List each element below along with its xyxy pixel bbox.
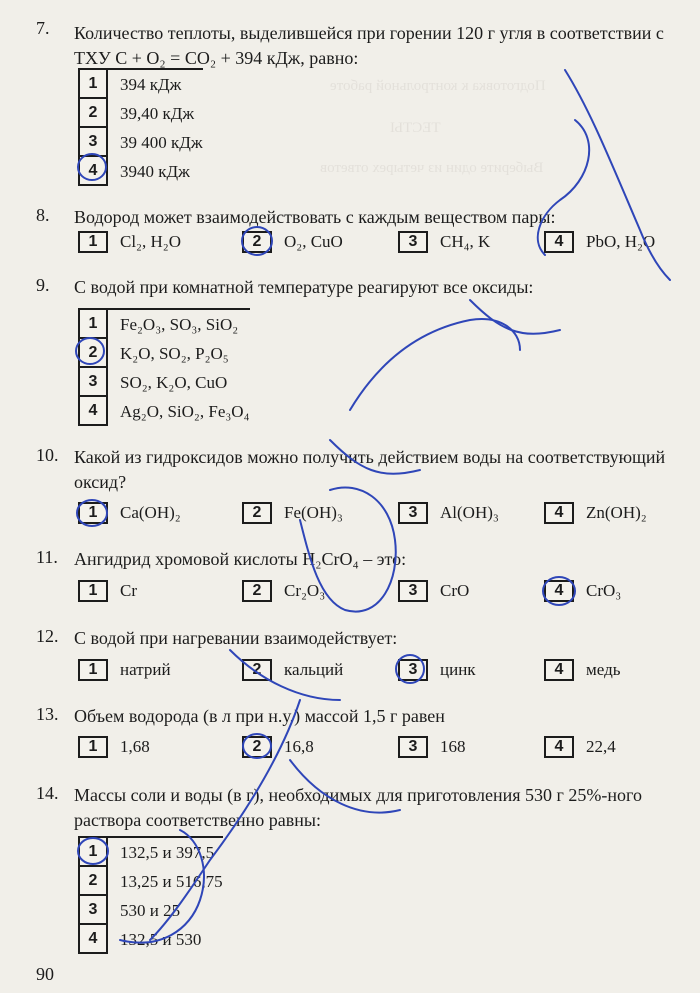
option-number-box: 1 <box>78 659 108 681</box>
option-text: Zn(OH)₂ <box>586 503 647 522</box>
option-4[interactable] <box>78 925 223 954</box>
option-2[interactable] <box>78 867 223 896</box>
question-text: С водой при нагревании взаимодействует: <box>74 628 398 648</box>
option-number-box: 2 <box>78 99 108 128</box>
option-2[interactable] <box>78 99 203 128</box>
option-number-box: 2 <box>242 580 272 602</box>
option-number-box: 2 <box>78 339 108 368</box>
option-1[interactable] <box>78 736 150 758</box>
option-number-box: 4 <box>78 397 108 426</box>
option-text: цинк <box>440 660 476 679</box>
option-number-box: 3 <box>398 659 428 681</box>
question-number: 14. <box>36 783 59 803</box>
option-text: CH₄, K <box>440 232 491 251</box>
scribble-stroke <box>350 319 520 410</box>
option-text: 39 400 кДж <box>120 132 203 152</box>
option-1[interactable] <box>78 310 250 339</box>
question-number: 10. <box>36 445 59 465</box>
option-3[interactable] <box>398 659 476 681</box>
option-number-box: 1 <box>78 231 108 253</box>
options-list <box>78 836 223 954</box>
question-text: Объем водорода (в л при н.у.) массой 1,5 г равен <box>74 706 445 726</box>
option-2[interactable] <box>242 659 343 681</box>
option-4[interactable] <box>544 231 655 253</box>
option-text: Ag₂O, SiO₂, Fe₃O₄ <box>120 401 250 421</box>
option-3[interactable] <box>398 231 490 253</box>
question-number: 12. <box>36 626 59 646</box>
option-number-box: 4 <box>544 502 574 524</box>
question-text: С водой при комнатной температуре реагируют все оксиды: <box>74 277 534 297</box>
option-4[interactable] <box>544 659 620 681</box>
option-text: CrO <box>440 581 470 600</box>
option-number-box: 1 <box>78 310 108 339</box>
option-number-box: 3 <box>78 368 108 397</box>
option-4[interactable] <box>544 502 647 524</box>
option-number-box: 4 <box>544 580 574 602</box>
option-number-box: 4 <box>544 231 574 253</box>
options-list <box>78 308 250 426</box>
option-text: 13,25 и 516,75 <box>120 871 223 891</box>
option-number-box: 1 <box>78 502 108 524</box>
bleed-line: Выберите один из четырех ответов <box>320 160 544 176</box>
option-text: Ca(OH)₂ <box>120 503 181 522</box>
option-3[interactable] <box>78 128 203 157</box>
option-1[interactable] <box>78 838 223 867</box>
option-number-box: 3 <box>398 502 428 524</box>
option-text: 22,4 <box>586 737 616 756</box>
option-4[interactable] <box>78 397 250 426</box>
option-text: кальций <box>284 660 344 679</box>
option-number-box: 1 <box>78 580 108 602</box>
option-number-box: 2 <box>242 736 272 758</box>
option-number-box: 1 <box>78 838 108 867</box>
option-4[interactable] <box>78 157 203 186</box>
option-text: Fe(OH)₃ <box>284 503 343 522</box>
page-number: 90 <box>36 964 54 984</box>
question-number: 13. <box>36 704 59 724</box>
option-text: 394 кДж <box>120 74 182 94</box>
option-text: медь <box>586 660 621 679</box>
option-2[interactable] <box>242 502 343 524</box>
option-2[interactable] <box>242 231 343 253</box>
option-1[interactable] <box>78 502 181 524</box>
option-text: Al(OH)₃ <box>440 503 499 522</box>
question-text: Водород может взаимодействовать с каждым веществом пары: <box>74 207 556 227</box>
question-number: 11. <box>36 547 58 567</box>
option-number-box: 4 <box>544 659 574 681</box>
option-1[interactable] <box>78 70 203 99</box>
option-text: O₂, CuO <box>284 232 343 251</box>
option-text: Fe₂O₃, SO₃, SiO₂ <box>120 314 239 334</box>
options-list <box>78 68 203 186</box>
option-3[interactable] <box>398 736 466 758</box>
option-4[interactable] <box>544 580 621 602</box>
option-text: Cr <box>120 581 137 600</box>
option-text: 39,40 кДж <box>120 103 195 123</box>
option-text: 1,68 <box>120 737 150 756</box>
option-number-box: 3 <box>78 128 108 157</box>
option-number-box: 1 <box>78 736 108 758</box>
option-number-box: 3 <box>398 736 428 758</box>
option-number-box: 4 <box>544 736 574 758</box>
question-number: 7. <box>36 18 50 38</box>
option-text: 132,5 и 397,5 <box>120 842 215 862</box>
option-text: 168 <box>440 737 466 756</box>
option-1[interactable] <box>78 659 171 681</box>
option-3[interactable] <box>398 502 499 524</box>
option-text: 16,8 <box>284 737 314 756</box>
question-text: Какой из гидроксидов можно получить действием воды на соответствующий оксид? <box>74 447 666 492</box>
option-text: натрий <box>120 660 171 679</box>
bleed-through-text <box>270 0 700 993</box>
option-text: PbO, H₂O <box>586 232 656 251</box>
option-text: 3940 кДж <box>120 161 190 181</box>
option-number-box: 4 <box>78 157 108 186</box>
bleed-line: Подготовка к контрольной работе <box>330 78 546 94</box>
question-text: Ангидрид хромовой кислоты H₂CrO₄ – это: <box>74 549 407 569</box>
question-number: 9. <box>36 275 50 295</box>
option-2[interactable] <box>242 580 325 602</box>
option-3[interactable] <box>78 896 223 925</box>
option-text: 132,5 и 530 <box>120 929 202 949</box>
option-number-box: 2 <box>242 231 272 253</box>
option-text: Cr₂O₃ <box>284 581 326 600</box>
option-4[interactable] <box>544 736 616 758</box>
scribble-stroke <box>470 300 560 334</box>
option-number-box: 2 <box>242 659 272 681</box>
option-text: 530 и 25 <box>120 900 181 920</box>
option-2[interactable] <box>78 339 250 368</box>
option-text: Cl₂, H₂O <box>120 232 181 251</box>
option-text: SO₂, K₂O, CuO <box>120 372 228 392</box>
option-number-box: 1 <box>78 70 108 99</box>
question-number: 8. <box>36 205 50 225</box>
option-number-box: 2 <box>242 502 272 524</box>
option-1[interactable] <box>78 231 181 253</box>
bleed-line: ТЕСТЫ <box>390 120 441 136</box>
option-text: K₂O, SO₂, P₂O₅ <box>120 343 229 363</box>
option-3[interactable] <box>78 368 250 397</box>
option-1[interactable] <box>78 580 137 602</box>
question-text: Массы соли и воды (в г), необходимых для приготовления 530 г 25%-ного раствора соответственно равны: <box>74 785 642 830</box>
option-text: CrO₃ <box>586 581 622 600</box>
option-2[interactable] <box>242 736 314 758</box>
option-number-box: 3 <box>398 580 428 602</box>
option-3[interactable] <box>398 580 469 602</box>
option-number-box: 3 <box>398 231 428 253</box>
option-number-box: 4 <box>78 925 108 954</box>
option-number-box: 3 <box>78 896 108 925</box>
option-number-box: 2 <box>78 867 108 896</box>
question-text: Количество теплоты, выделившейся при горении 120 г угля в соответствии с ТХУ С + O₂ = CO₂ + 394 кДж, равно: <box>74 23 664 68</box>
